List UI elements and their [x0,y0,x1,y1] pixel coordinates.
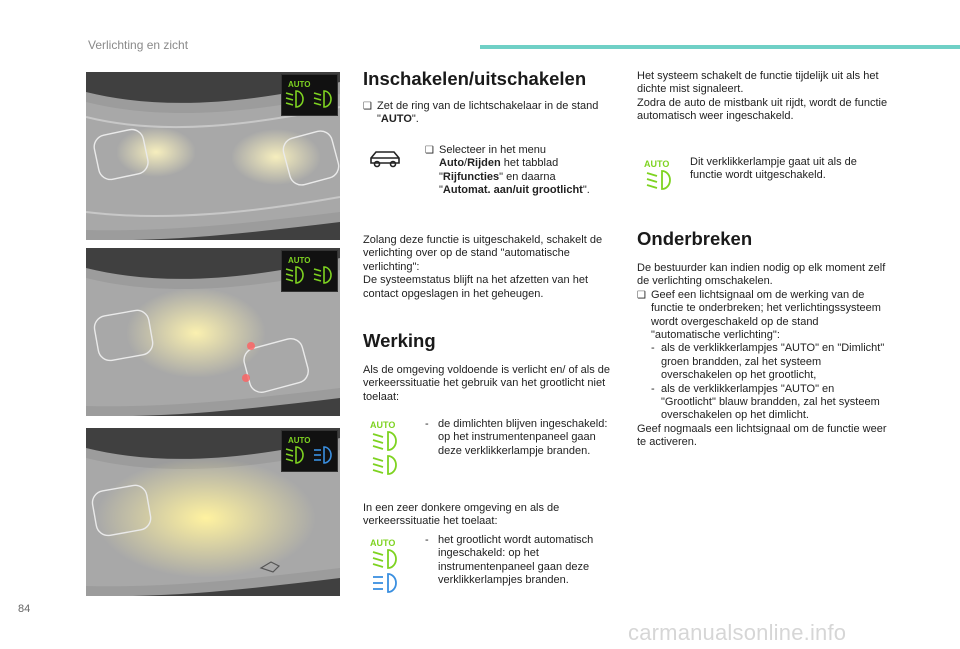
page-number: 84 [18,603,31,615]
step-set-ring: ❑ Zet de ring van de lichtschakelaar in de stand "AUTO". [363,100,599,126]
checkbox-bullet-icon: ❑ [363,101,372,112]
heading-inschakelen: Inschakelen/uitschakelen [363,68,587,89]
car-settings-icon [368,148,402,175]
item-dipped: - de dimlichten blijven ingeschakeld: op het instrumentenpaneel gaan deze verklikkerlampje branden. [425,418,608,457]
illustration-main-beam [86,428,340,596]
paragraph-werking-intro: Als de omgeving voldoende is verlicht en/ of als de verkeerssituatie het gebruik van het grootlicht niet toelaat: [363,364,611,403]
bullet-flash-signal: ❑ Geef een lichtsignaal om de werking van de functie te onderbreken; het verlichtingssysteem wordt overgeschakeld op de stand "automatische verlichting": [637,288,881,342]
indicator-auto-dipped-2 [281,250,338,292]
paragraph-fog: Het systeem schakelt de functie tijdelijk uit als het dichte mist signaleert. Zodra de auto de mistbank uit rijdt, wordt de functie automatisch weer ingeschakeld. [637,70,888,123]
illustration-dipped-beam-following [86,248,340,416]
watermark: carmanualsonline.info [628,620,847,645]
section-onderbreken-body: De bestuurder kan indien nodig op elk moment zelf de verlichting omschakelen. ❑ Geef een lichtsignaal om de werking van de functie te onderbreken; het verlichtingssysteem wordt overgeschakeld op de stand "automatische verlichting": - als de verklikkerlampjes "AUTO" en "Dimlicht" groen brandden, zal het systeem overschakelen op het grootlicht, - als de verklikkerlampjes "AUTO" en "Grootlicht" blauw brandden, zal het systeem overschakelen op het dimlicht. Geef nogmaals een lichtsignaal om de functie weer te activeren. [637,262,889,450]
indicator-auto-dipped [281,74,338,116]
auto-main-indicator-icons [368,536,404,601]
svg-text:AUTO: AUTO [370,538,396,548]
checkbox-bullet-icon: ❑ [425,145,434,156]
header-accent-bar [480,45,960,49]
step-select-menu: ❑ Selecteer in het menu Auto/Rijden het tabblad "Rijfuncties" en daarna "Automat. aan/uit grootlicht". [425,144,590,197]
svg-text:AUTO: AUTO [288,436,311,445]
sub-item-blue: - als de verklikkerlampjes "AUTO" en "Grootlicht" blauw brandden, zal het systeem overschakelen op het dimlicht. [651,382,880,422]
svg-text:AUTO: AUTO [370,420,396,430]
indicator-auto-main [281,430,338,472]
heading-onderbreken: Onderbreken [637,228,753,249]
paragraph-indicator-off: Dit verklikkerlampje gaat uit als de functie wordt uitgeschakeld. [690,156,857,182]
svg-text:AUTO: AUTO [288,80,311,89]
svg-text:AUTO: AUTO [644,159,670,169]
heading-werking: Werking [363,330,436,351]
checkbox-bullet-icon: ❑ [637,289,646,301]
illustration-dipped-beam-oncoming [86,72,340,240]
item-main-beam: - het grootlicht wordt automatisch ingeschakeld: op het instrumentenpaneel gaan deze verklikkerlampjes branden. [425,534,594,587]
auto-indicator-icon [642,157,678,198]
section-header: Verlichting en zicht [88,38,189,52]
svg-text:AUTO: AUTO [288,256,311,265]
auto-dipped-indicator-icons [368,418,404,483]
paragraph-disabled: Zolang deze functie is uitgeschakeld, schakelt de verlichting over op de stand "automatische verlichting": De systeemstatus blijft na het afzetten van het contact opgeslagen in het geheugen. [363,234,603,300]
sub-item-green: - als de verklikkerlampjes "AUTO" en "Dimlicht" groen brandden, zal het systeem overschakelen op het grootlicht, [651,342,885,382]
paragraph-dark-environment: In een zeer donkere omgeving en als de verkeerssituatie het toelaat: [363,502,560,528]
